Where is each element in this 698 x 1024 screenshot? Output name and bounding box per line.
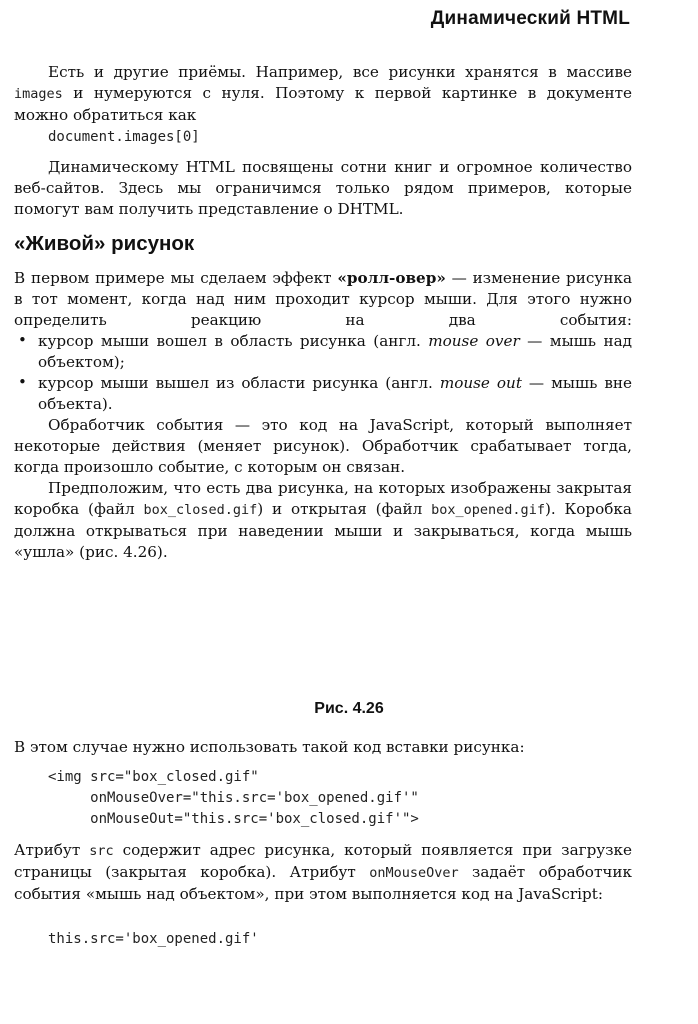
bullet-icon: • — [18, 373, 27, 391]
two-images-paragraph: Предположим, что есть два рисунка, на которых изображены закрытая коробка (файл box_closed.gif) и открытая (файл box_opened.gif). Коробка должна открываться при наведении мыши и закрываться, когда мышь «ушла» (рис. 4.26). — [14, 479, 632, 561]
rollover-term: «ролл-овер» — [337, 269, 446, 287]
code-img-line-3: onMouseOut="this.src='box_closed.gif'"> — [48, 811, 419, 827]
inline-code-onmouseover: onMouseOver — [369, 865, 459, 881]
after-paragraph-1: В этом случае нужно использовать такой код вставки рисунка: — [14, 738, 525, 756]
inline-code-images: images — [14, 86, 63, 102]
rollover-paragraph: В первом примере мы сделаем эффект «ролл-овер» — изменение рисунка в тот момент, когда над ним проходит курсор мыши. Для этого нужно определить реакцию на два события: — [14, 269, 632, 329]
code-img-line-1: <img src="box_closed.gif" — [48, 769, 259, 785]
events-list — [14, 331, 632, 415]
inline-code-src: src — [89, 843, 114, 859]
code-this-src: this.src='box_opened.gif' — [48, 931, 259, 947]
section-heading: «Живой» рисунок — [14, 232, 195, 255]
code-document-images: document.images[0] — [48, 129, 200, 145]
inline-code-box-closed: box_closed.gif — [143, 502, 258, 518]
intro-paragraph-2: Динамическому HTML посвящены сотни книг и огромное количество веб-сайтов. Здесь мы ограничимся только рядом примеров, которые помогут вам получить представление о DHTML. — [14, 158, 632, 218]
intro-paragraph-1: Есть и другие приёмы. Например, все рисунки хранятся в массиве images и нумеруются с нуля. Поэтому к первой картинке в документе можно обратиться как — [14, 63, 632, 124]
figure-caption: Рис. 4.26 — [314, 700, 384, 717]
inline-code-box-opened: box_opened.gif — [431, 502, 545, 518]
handler-paragraph: Обработчик события — это код на JavaScript, который выполняет некоторые действия (меняет рисунок). Обработчик срабатывает тогда, когда произошло событие, с которым он связан. — [14, 416, 632, 476]
code-img-line-2: onMouseOver="this.src='box_opened.gif'" — [48, 790, 419, 806]
list-item: • курсор мыши вошел в область рисунка (англ. mouse over — мышь над объектом); — [18, 331, 632, 371]
after-paragraph-2: Атрибут src содержит адрес рисунка, который появляется при загрузке страницы (закрытая коробка). Атрибут onMouseOver задаёт обработчик события «мышь над объектом», при этом выполняется код на JavaScript: — [14, 841, 632, 903]
section-body — [14, 268, 632, 563]
bullet-icon: • — [18, 331, 27, 349]
running-header: Динамический HTML — [430, 8, 630, 29]
list-item: • курсор мыши вышел из области рисунка (англ. mouse out — мышь вне объекта). — [18, 373, 633, 413]
figure-area — [14, 560, 684, 690]
